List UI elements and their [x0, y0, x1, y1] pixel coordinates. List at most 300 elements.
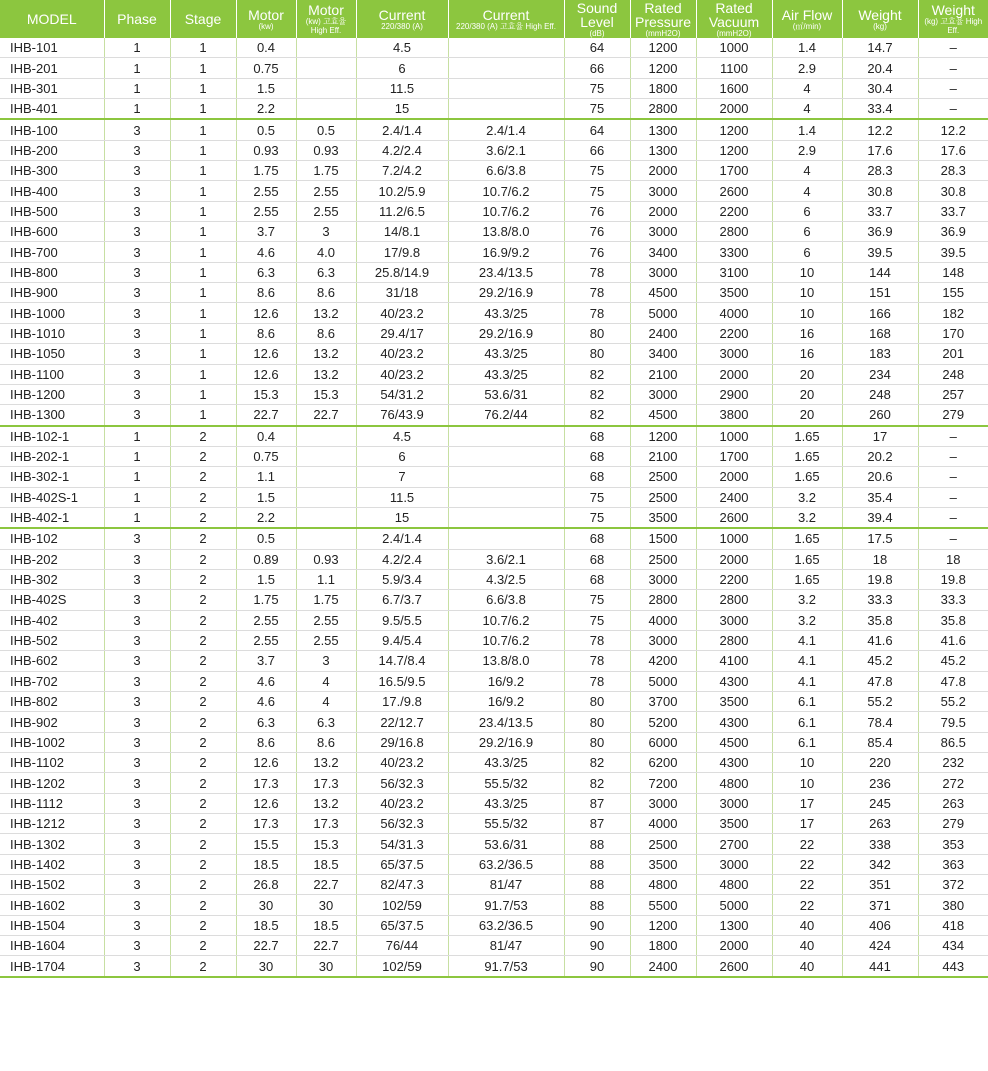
- cell-air-flow: 16: [772, 323, 842, 343]
- cell-rated-pressure: 6200: [630, 753, 696, 773]
- cell-rated-pressure: 1200: [630, 915, 696, 935]
- cell-rated-pressure: 3500: [630, 854, 696, 874]
- table-row: [0, 446, 988, 466]
- cell-current-high-eff: 16.9/9.2: [448, 242, 564, 262]
- table-row: [0, 936, 988, 956]
- cell-motor-high-eff: 17.3: [296, 814, 356, 834]
- cell-current-high-eff: 63.2/36.5: [448, 915, 564, 935]
- cell-stage: 1: [170, 405, 236, 426]
- cell-rated-pressure: 4500: [630, 283, 696, 303]
- cell-motor-high-eff: 13.2: [296, 303, 356, 323]
- cell-sound-level: 80: [564, 692, 630, 712]
- cell-motor-high-eff: 3: [296, 651, 356, 671]
- cell-current-high-eff: 43.3/25: [448, 303, 564, 323]
- cell-air-flow: 2.9: [772, 58, 842, 78]
- cell-model: IHB-1202: [0, 773, 104, 793]
- cell-weight: 47.8: [842, 671, 918, 691]
- cell-weight-high-eff: –: [918, 426, 988, 447]
- cell-rated-pressure: 2000: [630, 161, 696, 181]
- cell-motor: 8.6: [236, 732, 296, 752]
- cell-weight: 45.2: [842, 651, 918, 671]
- cell-motor: 8.6: [236, 323, 296, 343]
- cell-current-high-eff: 43.3/25: [448, 344, 564, 364]
- cell-model: IHB-1010: [0, 323, 104, 343]
- table-row: [0, 915, 988, 935]
- cell-rated-vacuum: 1000: [696, 528, 772, 549]
- table-row: [0, 161, 988, 181]
- cell-model: IHB-102-1: [0, 426, 104, 447]
- header-label: Stage: [184, 11, 222, 27]
- cell-motor: 4.6: [236, 671, 296, 691]
- cell-phase: 3: [104, 242, 170, 262]
- header-rated-pressure: [630, 0, 696, 38]
- cell-model: IHB-402-1: [0, 507, 104, 528]
- cell-rated-vacuum: 1000: [696, 426, 772, 447]
- cell-weight-high-eff: 257: [918, 384, 988, 404]
- cell-phase: 3: [104, 753, 170, 773]
- cell-weight: 220: [842, 753, 918, 773]
- cell-model: IHB-402: [0, 610, 104, 630]
- cell-air-flow: 3.2: [772, 590, 842, 610]
- cell-stage: 2: [170, 590, 236, 610]
- cell-model: IHB-102: [0, 528, 104, 549]
- cell-motor: 0.93: [236, 140, 296, 160]
- cell-motor-high-eff: 8.6: [296, 732, 356, 752]
- cell-phase: 3: [104, 936, 170, 956]
- cell-current: 17/9.8: [356, 242, 448, 262]
- cell-weight: 55.2: [842, 692, 918, 712]
- cell-current-high-eff: 10.7/6.2: [448, 201, 564, 221]
- cell-rated-vacuum: 4000: [696, 303, 772, 323]
- header-rated-vacuum: [696, 0, 772, 38]
- cell-stage: 1: [170, 283, 236, 303]
- cell-rated-pressure: 3400: [630, 242, 696, 262]
- cell-weight: 263: [842, 814, 918, 834]
- cell-weight: 168: [842, 323, 918, 343]
- cell-motor: 30: [236, 895, 296, 915]
- cell-motor-high-eff: 22.7: [296, 405, 356, 426]
- cell-sound-level: 80: [564, 323, 630, 343]
- cell-sound-level: 66: [564, 58, 630, 78]
- cell-rated-pressure: 3000: [630, 384, 696, 404]
- cell-phase: 3: [104, 405, 170, 426]
- cell-sound-level: 82: [564, 364, 630, 384]
- cell-current: 15: [356, 99, 448, 120]
- table-row: [0, 590, 988, 610]
- cell-sound-level: 76: [564, 222, 630, 242]
- cell-air-flow: 6.1: [772, 692, 842, 712]
- cell-motor-high-eff: 3: [296, 222, 356, 242]
- cell-model: IHB-1212: [0, 814, 104, 834]
- cell-motor-high-eff: 8.6: [296, 323, 356, 343]
- cell-weight: 151: [842, 283, 918, 303]
- cell-rated-pressure: 3000: [630, 630, 696, 650]
- cell-current-high-eff: [448, 507, 564, 528]
- cell-phase: 1: [104, 58, 170, 78]
- cell-stage: 1: [170, 38, 236, 58]
- cell-stage: 1: [170, 201, 236, 221]
- cell-phase: 3: [104, 344, 170, 364]
- cell-phase: 3: [104, 630, 170, 650]
- cell-rated-pressure: 3000: [630, 222, 696, 242]
- cell-current: 56/32.3: [356, 814, 448, 834]
- cell-model: IHB-1200: [0, 384, 104, 404]
- cell-current: 17./9.8: [356, 692, 448, 712]
- table-row: [0, 364, 988, 384]
- header-label: Motor: [248, 6, 284, 23]
- cell-current-high-eff: [448, 58, 564, 78]
- cell-rated-vacuum: 2200: [696, 201, 772, 221]
- cell-sound-level: 64: [564, 119, 630, 140]
- cell-phase: 3: [104, 651, 170, 671]
- cell-weight-high-eff: 155: [918, 283, 988, 303]
- cell-current-high-eff: 13.8/8.0: [448, 222, 564, 242]
- cell-stage: 2: [170, 956, 236, 977]
- cell-motor: 0.75: [236, 446, 296, 466]
- cell-stage: 2: [170, 753, 236, 773]
- cell-model: IHB-700: [0, 242, 104, 262]
- cell-stage: 1: [170, 364, 236, 384]
- cell-phase: 3: [104, 875, 170, 895]
- cell-model: IHB-1102: [0, 753, 104, 773]
- cell-stage: 1: [170, 161, 236, 181]
- cell-motor-high-eff: [296, 426, 356, 447]
- cell-motor: 12.6: [236, 793, 296, 813]
- cell-current: 4.2/2.4: [356, 549, 448, 569]
- cell-stage: 2: [170, 895, 236, 915]
- cell-motor-high-eff: 6.3: [296, 262, 356, 282]
- cell-weight-high-eff: –: [918, 507, 988, 528]
- cell-current: 54/31.3: [356, 834, 448, 854]
- cell-stage: 2: [170, 569, 236, 589]
- cell-current-high-eff: 6.6/3.8: [448, 161, 564, 181]
- cell-sound-level: 88: [564, 895, 630, 915]
- cell-stage: 2: [170, 936, 236, 956]
- cell-current-high-eff: 81/47: [448, 875, 564, 895]
- cell-stage: 2: [170, 467, 236, 487]
- cell-phase: 3: [104, 364, 170, 384]
- cell-current: 11.5: [356, 487, 448, 507]
- table-row: [0, 773, 988, 793]
- cell-rated-vacuum: 2700: [696, 834, 772, 854]
- table-row: [0, 58, 988, 78]
- cell-rated-pressure: 1300: [630, 140, 696, 160]
- cell-sound-level: 90: [564, 936, 630, 956]
- cell-model: IHB-400: [0, 181, 104, 201]
- cell-stage: 2: [170, 671, 236, 691]
- cell-phase: 3: [104, 956, 170, 977]
- cell-rated-vacuum: 3500: [696, 814, 772, 834]
- cell-stage: 2: [170, 712, 236, 732]
- table-row: [0, 344, 988, 364]
- cell-stage: 2: [170, 507, 236, 528]
- cell-motor: 1.5: [236, 78, 296, 98]
- cell-air-flow: 6: [772, 222, 842, 242]
- header-motor: [236, 0, 296, 38]
- cell-rated-pressure: 2400: [630, 323, 696, 343]
- cell-sound-level: 88: [564, 854, 630, 874]
- cell-rated-pressure: 5200: [630, 712, 696, 732]
- cell-rated-pressure: 2400: [630, 956, 696, 977]
- cell-motor-high-eff: 15.3: [296, 834, 356, 854]
- cell-model: IHB-300: [0, 161, 104, 181]
- cell-weight: 33.7: [842, 201, 918, 221]
- cell-current-high-eff: 2.4/1.4: [448, 119, 564, 140]
- cell-rated-vacuum: 3500: [696, 692, 772, 712]
- table-row: [0, 242, 988, 262]
- cell-weight: 33.4: [842, 99, 918, 120]
- cell-air-flow: 6: [772, 201, 842, 221]
- cell-current-high-eff: 23.4/13.5: [448, 262, 564, 282]
- cell-weight-high-eff: 45.2: [918, 651, 988, 671]
- cell-weight: 183: [842, 344, 918, 364]
- cell-current-high-eff: 76.2/44: [448, 405, 564, 426]
- cell-rated-pressure: 2000: [630, 201, 696, 221]
- cell-rated-pressure: 7200: [630, 773, 696, 793]
- cell-sound-level: 75: [564, 610, 630, 630]
- cell-motor: 1.1: [236, 467, 296, 487]
- cell-motor-high-eff: 22.7: [296, 875, 356, 895]
- cell-air-flow: 10: [772, 283, 842, 303]
- cell-weight-high-eff: 79.5: [918, 712, 988, 732]
- cell-current: 102/59: [356, 956, 448, 977]
- cell-air-flow: 10: [772, 753, 842, 773]
- cell-motor-high-eff: 2.55: [296, 181, 356, 201]
- table-row: [0, 753, 988, 773]
- cell-weight: 41.6: [842, 630, 918, 650]
- cell-motor-high-eff: 2.55: [296, 610, 356, 630]
- cell-rated-vacuum: 4300: [696, 712, 772, 732]
- table-row: [0, 119, 988, 140]
- cell-motor: 0.89: [236, 549, 296, 569]
- cell-phase: 3: [104, 895, 170, 915]
- cell-rated-vacuum: 3000: [696, 854, 772, 874]
- cell-stage: 2: [170, 487, 236, 507]
- cell-current-high-eff: 13.8/8.0: [448, 651, 564, 671]
- cell-weight-high-eff: 263: [918, 793, 988, 813]
- cell-rated-vacuum: 1000: [696, 38, 772, 58]
- cell-phase: 1: [104, 467, 170, 487]
- cell-sound-level: 78: [564, 671, 630, 691]
- cell-air-flow: 4.1: [772, 630, 842, 650]
- cell-weight: 36.9: [842, 222, 918, 242]
- cell-motor: 1.5: [236, 487, 296, 507]
- cell-current-high-eff: 16/9.2: [448, 671, 564, 691]
- cell-air-flow: 4: [772, 99, 842, 120]
- table-row: [0, 222, 988, 242]
- cell-rated-vacuum: 1300: [696, 915, 772, 935]
- cell-current: 56/32.3: [356, 773, 448, 793]
- cell-weight: 234: [842, 364, 918, 384]
- cell-rated-vacuum: 1200: [696, 119, 772, 140]
- cell-air-flow: 4.1: [772, 671, 842, 691]
- cell-sound-level: 82: [564, 384, 630, 404]
- header-unit: 220/380 (A) 고효율 High Eff.: [456, 21, 556, 31]
- cell-current-high-eff: 63.2/36.5: [448, 854, 564, 874]
- cell-weight-high-eff: 148: [918, 262, 988, 282]
- cell-stage: 2: [170, 915, 236, 935]
- cell-air-flow: 10: [772, 303, 842, 323]
- cell-current: 14.7/8.4: [356, 651, 448, 671]
- cell-current-high-eff: 91.7/53: [448, 895, 564, 915]
- cell-motor: 2.2: [236, 99, 296, 120]
- cell-phase: 3: [104, 712, 170, 732]
- cell-rated-vacuum: 4800: [696, 875, 772, 895]
- cell-current: 2.4/1.4: [356, 119, 448, 140]
- cell-motor: 17.3: [236, 814, 296, 834]
- header-label: Current: [482, 6, 530, 23]
- header-unit: (mmH2O): [645, 28, 681, 38]
- cell-current-high-eff: [448, 528, 564, 549]
- cell-motor-high-eff: 4: [296, 692, 356, 712]
- cell-stage: 1: [170, 344, 236, 364]
- cell-motor: 18.5: [236, 854, 296, 874]
- cell-weight-high-eff: –: [918, 38, 988, 58]
- table-row: [0, 78, 988, 98]
- cell-weight: 28.3: [842, 161, 918, 181]
- cell-stage: 1: [170, 262, 236, 282]
- cell-current-high-eff: [448, 78, 564, 98]
- cell-weight: 248: [842, 384, 918, 404]
- cell-stage: 1: [170, 58, 236, 78]
- cell-motor: 0.4: [236, 426, 296, 447]
- cell-rated-vacuum: 4500: [696, 732, 772, 752]
- cell-current-high-eff: 10.7/6.2: [448, 630, 564, 650]
- cell-air-flow: 4: [772, 161, 842, 181]
- cell-rated-vacuum: 3000: [696, 344, 772, 364]
- cell-sound-level: 66: [564, 140, 630, 160]
- cell-phase: 3: [104, 549, 170, 569]
- header-row: [0, 0, 988, 38]
- cell-motor-high-eff: 4: [296, 671, 356, 691]
- cell-rated-pressure: 3500: [630, 507, 696, 528]
- cell-air-flow: 10: [772, 773, 842, 793]
- cell-current-high-eff: [448, 446, 564, 466]
- cell-weight: 338: [842, 834, 918, 854]
- cell-current: 29.4/17: [356, 323, 448, 343]
- cell-motor-high-eff: 13.2: [296, 753, 356, 773]
- header-current-high-eff: [448, 0, 564, 38]
- cell-phase: 1: [104, 446, 170, 466]
- cell-current: 10.2/5.9: [356, 181, 448, 201]
- cell-air-flow: 22: [772, 875, 842, 895]
- cell-current-high-eff: [448, 426, 564, 447]
- cell-weight: 35.4: [842, 487, 918, 507]
- cell-phase: 3: [104, 161, 170, 181]
- cell-current: 25.8/14.9: [356, 262, 448, 282]
- cell-stage: 2: [170, 732, 236, 752]
- header-label: MODEL: [26, 11, 77, 27]
- cell-rated-vacuum: 2600: [696, 956, 772, 977]
- table-row: [0, 528, 988, 549]
- cell-rated-pressure: 1800: [630, 936, 696, 956]
- cell-air-flow: 6: [772, 242, 842, 262]
- cell-phase: 3: [104, 528, 170, 549]
- cell-rated-vacuum: 2200: [696, 569, 772, 589]
- cell-rated-vacuum: 3000: [696, 793, 772, 813]
- cell-model: IHB-1504: [0, 915, 104, 935]
- cell-air-flow: 22: [772, 854, 842, 874]
- cell-stage: 1: [170, 181, 236, 201]
- header-phase: [104, 0, 170, 38]
- cell-rated-vacuum: 2600: [696, 507, 772, 528]
- cell-phase: 3: [104, 814, 170, 834]
- cell-air-flow: 6.1: [772, 732, 842, 752]
- cell-weight: 18: [842, 549, 918, 569]
- cell-weight-high-eff: 41.6: [918, 630, 988, 650]
- cell-motor-high-eff: 30: [296, 895, 356, 915]
- header-label: Air Flow: [781, 6, 833, 23]
- cell-motor: 2.55: [236, 610, 296, 630]
- cell-motor-high-eff: 13.2: [296, 793, 356, 813]
- cell-weight: 17.6: [842, 140, 918, 160]
- cell-motor-high-eff: [296, 99, 356, 120]
- cell-rated-vacuum: 2000: [696, 467, 772, 487]
- cell-weight: 19.8: [842, 569, 918, 589]
- header-label: Rated Vacuum: [708, 0, 760, 30]
- cell-motor: 2.2: [236, 507, 296, 528]
- cell-model: IHB-200: [0, 140, 104, 160]
- cell-weight: 166: [842, 303, 918, 323]
- cell-stage: 2: [170, 793, 236, 813]
- cell-weight: 406: [842, 915, 918, 935]
- header-unit: (mmH2O): [716, 28, 752, 38]
- cell-weight: 260: [842, 405, 918, 426]
- cell-rated-pressure: 4000: [630, 814, 696, 834]
- cell-current-high-eff: 3.6/2.1: [448, 140, 564, 160]
- cell-weight-high-eff: 170: [918, 323, 988, 343]
- cell-model: IHB-1704: [0, 956, 104, 977]
- cell-rated-pressure: 3000: [630, 262, 696, 282]
- cell-rated-pressure: 1500: [630, 528, 696, 549]
- table-row: [0, 875, 988, 895]
- cell-current-high-eff: 43.3/25: [448, 753, 564, 773]
- cell-rated-pressure: 3000: [630, 569, 696, 589]
- cell-motor-high-eff: 6.3: [296, 712, 356, 732]
- cell-sound-level: 82: [564, 773, 630, 793]
- cell-current: 7.2/4.2: [356, 161, 448, 181]
- cell-model: IHB-1300: [0, 405, 104, 426]
- cell-stage: 2: [170, 875, 236, 895]
- cell-current-high-eff: 55.5/32: [448, 773, 564, 793]
- cell-motor: 0.4: [236, 38, 296, 58]
- cell-rated-pressure: 3000: [630, 181, 696, 201]
- cell-motor: 3.7: [236, 651, 296, 671]
- cell-weight-high-eff: 47.8: [918, 671, 988, 691]
- cell-air-flow: 10: [772, 262, 842, 282]
- cell-sound-level: 88: [564, 875, 630, 895]
- cell-sound-level: 82: [564, 753, 630, 773]
- cell-sound-level: 90: [564, 915, 630, 935]
- cell-rated-vacuum: 2800: [696, 222, 772, 242]
- cell-phase: 3: [104, 323, 170, 343]
- cell-current: 40/23.2: [356, 344, 448, 364]
- cell-current-high-eff: [448, 467, 564, 487]
- cell-phase: 1: [104, 487, 170, 507]
- cell-motor: 12.6: [236, 344, 296, 364]
- cell-rated-vacuum: 2000: [696, 549, 772, 569]
- cell-air-flow: 6.1: [772, 712, 842, 732]
- cell-sound-level: 80: [564, 712, 630, 732]
- cell-current: 31/18: [356, 283, 448, 303]
- cell-weight: 236: [842, 773, 918, 793]
- cell-current: 29/16.8: [356, 732, 448, 752]
- header-unit: (kg): [873, 21, 887, 31]
- cell-phase: 3: [104, 590, 170, 610]
- cell-weight: 14.7: [842, 38, 918, 58]
- cell-model: IHB-1302: [0, 834, 104, 854]
- cell-phase: 3: [104, 283, 170, 303]
